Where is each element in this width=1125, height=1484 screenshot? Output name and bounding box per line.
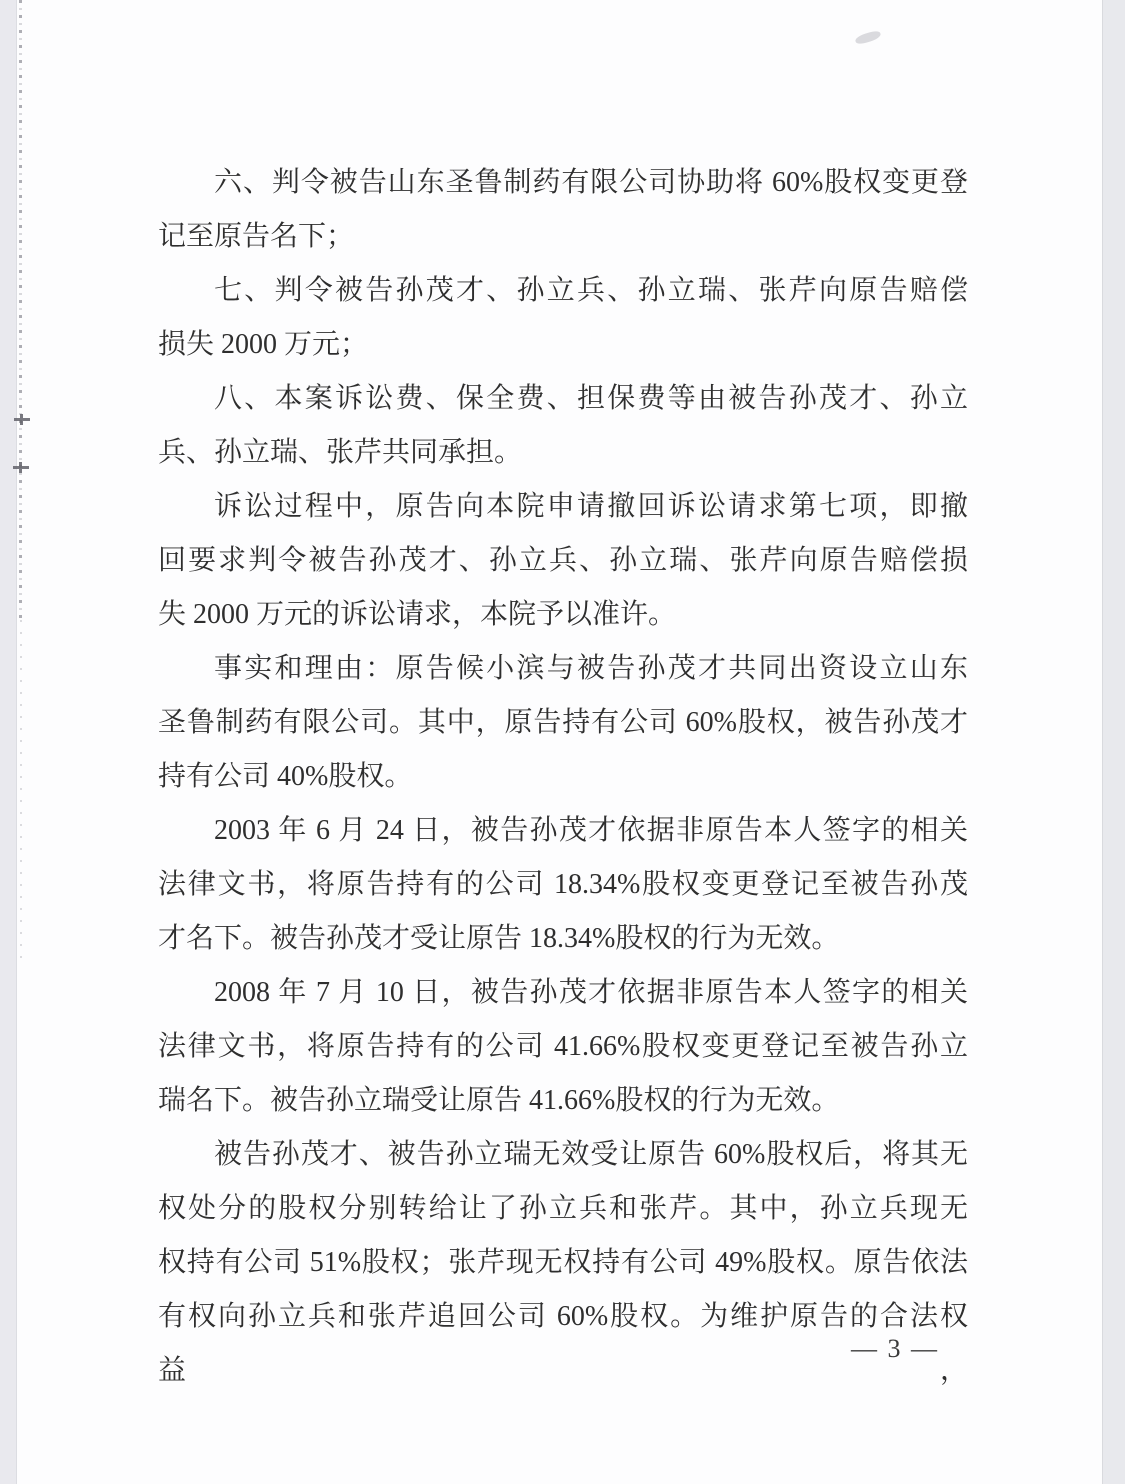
text-line: 2003 年 6 月 24 日，被告孙茂才依据非原告本人签字的相关 xyxy=(214,815,968,846)
text-line: 才名下。被告孙茂才受让原告 18.34%股权的行为无效。 xyxy=(158,923,840,954)
scan-smudge-artifact xyxy=(854,29,882,46)
text-line: 损失 2000 万元； xyxy=(158,329,369,360)
text-line: 八、本案诉讼费、保全费、担保费等由被告孙茂才、孙立 xyxy=(214,383,968,414)
page-number: — 3 — xyxy=(851,1334,939,1363)
text-line: 诉讼过程中，原告向本院申请撤回诉讼请求第七项，即撤 xyxy=(214,491,968,522)
text-line: 法律文书，将原告持有的公司 41.66%股权变更登记至被告孙立 xyxy=(158,1031,968,1062)
text-line: 记至原告名下； xyxy=(158,221,355,252)
text-line: 圣鲁制药有限公司。其中，原告持有公司 60%股权，被告孙茂才 xyxy=(158,707,968,738)
text-line: 失 2000 万元的诉讼请求，本院予以准许。 xyxy=(158,599,677,630)
document-body-text xyxy=(0,156,1125,1386)
text-line: 事实和理由：原告候小滨与被告孙茂才共同出资设立山东 xyxy=(214,653,968,684)
text-line: 持有公司 40%股权。 xyxy=(158,761,413,792)
text-line: 回要求判令被告孙茂才、孙立兵、孙立瑞、张芹向原告赔偿损 xyxy=(158,545,968,576)
text-line: 权持有公司 51%股权；张芹现无权持有公司 49%股权。原告依法 xyxy=(158,1247,968,1278)
text-line: 法律文书，将原告持有的公司 18.34%股权变更登记至被告孙茂 xyxy=(158,869,968,900)
text-line: 2008 年 7 月 10 日，被告孙茂才依据非原告本人签字的相关 xyxy=(214,977,968,1008)
text-line: 七、判令被告孙茂才、孙立兵、孙立瑞、张芹向原告赔偿 xyxy=(214,275,968,306)
text-line: 六、判令被告山东圣鲁制药有限公司协助将 60%股权变更登 xyxy=(214,167,968,198)
text-line: 有权向孙立兵和张芹追回公司 60%股权。为维护原告的合法权益， xyxy=(158,1301,968,1386)
text-line: 兵、孙立瑞、张芹共同承担。 xyxy=(158,437,523,468)
text-line: 瑞名下。被告孙立瑞受让原告 41.66%股权的行为无效。 xyxy=(158,1085,840,1116)
text-line: 权处分的股权分别转给让了孙立兵和张芹。其中，孙立兵现无 xyxy=(158,1193,968,1224)
text-line: 被告孙茂才、被告孙立瑞无效受让原告 60%股权后，将其无 xyxy=(214,1139,968,1170)
